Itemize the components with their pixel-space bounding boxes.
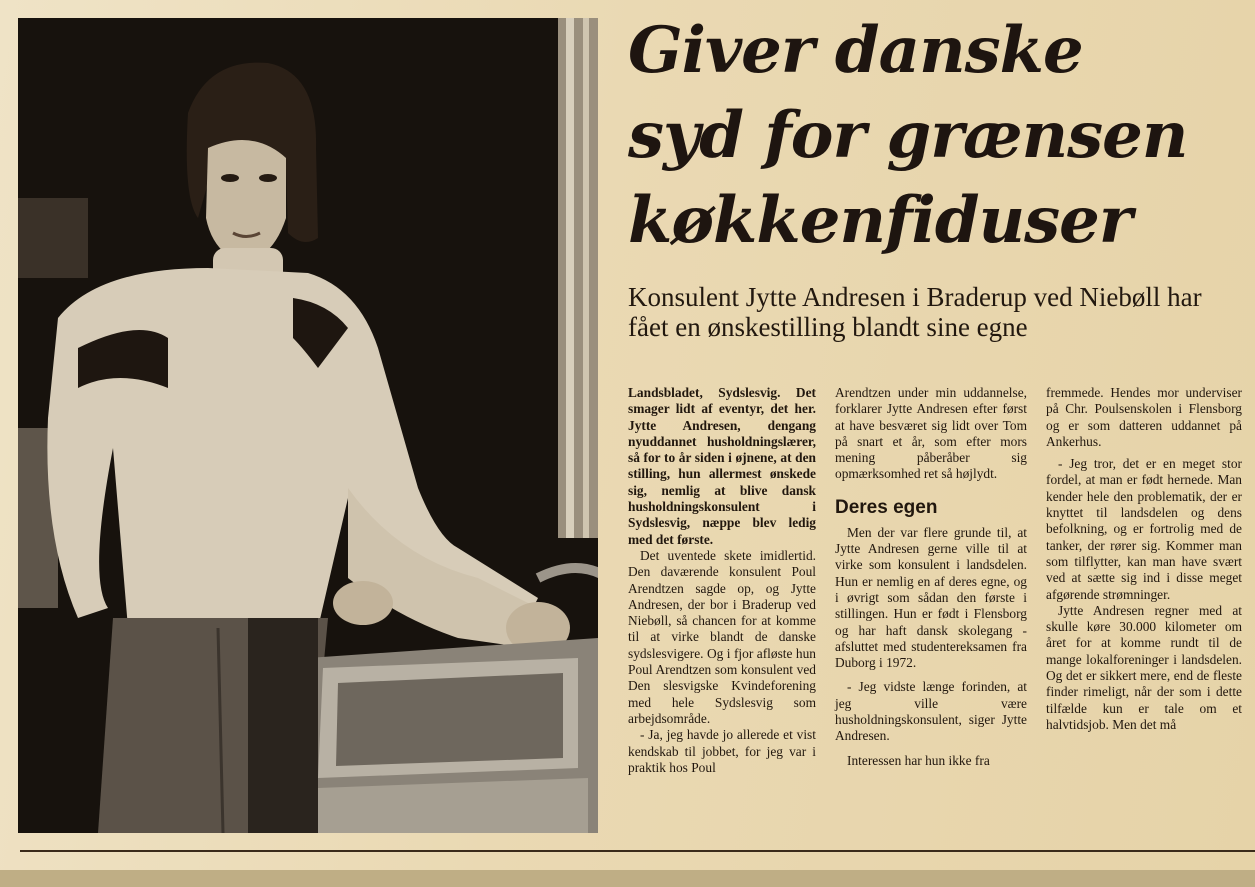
paragraph: Det uventede skete imidlertid. Den daværende konsulent Poul Arendtzen sagde op, og Jytte Andresen, der bor i Braderup ved Niebøll, så chancen for at komme til at virke blandt de danske sydslesvigere. Og i fjor afløste hun Poul Arendtzen som konsulent ved Den slesvigske Kvindeforening med hele Sydslesvig som arbejdsområde. <box>628 547 816 726</box>
article-subheadline: Konsulent Jytte Andresen i Braderup ved Niebøll har fået en ønskestilling blandt sine egne <box>628 282 1202 342</box>
page-edge <box>0 870 1255 887</box>
paragraph: Arendtzen under min uddannelse, forklarer Jytte Andresen efter først at have besværet sig lidt over Tom på snart et år, som efter mors mening påberåber sig opmærksomhed ret så højlydt. <box>835 385 1027 482</box>
paragraph: - Ja, jeg havde jo allerede et vist kendskab til jobbet, for jeg var i praktik hos Poul <box>628 727 816 775</box>
headline-line-2: syd for grænsen <box>628 98 1188 173</box>
headline-line-3: køkkenfiduser <box>628 183 1132 258</box>
article-column-3 <box>1046 385 1242 733</box>
article-column-2 <box>835 385 1027 769</box>
article-photo <box>18 18 598 833</box>
paragraph: - Jeg tror, det er en meget stor fordel, at man er født hernede. Man kender hele den problematik, der er knyttet til landsdelen og dens befolkning, og er fortrolig med de tanker, der rører sig. Kommer man som tilflytter, kan man have svært ved at sætte sig ind i disse meget afgørende strømninger. <box>1046 456 1242 602</box>
article-headline <box>628 8 1248 263</box>
paragraph: - Jeg vidste længe forinden, at jeg ville være husholdningskonsulent, siger Jytte Andresen. <box>835 679 1027 744</box>
headline-line-1: Giver danske <box>628 13 1083 88</box>
column-rule <box>20 850 1255 852</box>
article-column-1 <box>628 385 816 776</box>
paragraph: Men der var flere grunde til, at Jytte Andresen gerne ville til at virke som konsulent i landsdelen. Hun er nemlig en af deres egne, og i øvrigt som sådan den første i stillingen. Hun er født i Flensborg og har haft dansk skolegang - afsluttet med studentereksamen fra Duborg i 1972. <box>835 524 1027 671</box>
crosshead: Deres egen <box>835 496 938 518</box>
woman-at-kitchen-sink-photo <box>18 18 598 833</box>
paragraph: Jytte Andresen regner med at skulle køre 30.000 kilometer om året for at komme rundt til de mange lokalforeninger i landsdelen. Og det er sikkert mere, end de fleste finder rimeligt, når der som i dette tilfælde kun er tale om et halvtidsjob. Men det må <box>1046 602 1242 732</box>
article-lead: Landsbladet, Sydslesvig. Det smager lidt af eventyr, det her. Jytte Andresen, dengang nyuddannet husholdningslærer, så for to år siden i øjnene, at den stilling, hun allermest ønskede sig, nemlig at blive dansk husholdningskonsulent i Sydslesvig, næppe blev ledig med det første. <box>628 385 816 547</box>
paragraph: Interessen har hun ikke fra <box>847 752 990 768</box>
paragraph: fremmede. Hendes mor underviser på Chr. Poulsenskolen i Flensborg og er som datteren uddannet på Ankerhus. <box>1046 385 1242 449</box>
